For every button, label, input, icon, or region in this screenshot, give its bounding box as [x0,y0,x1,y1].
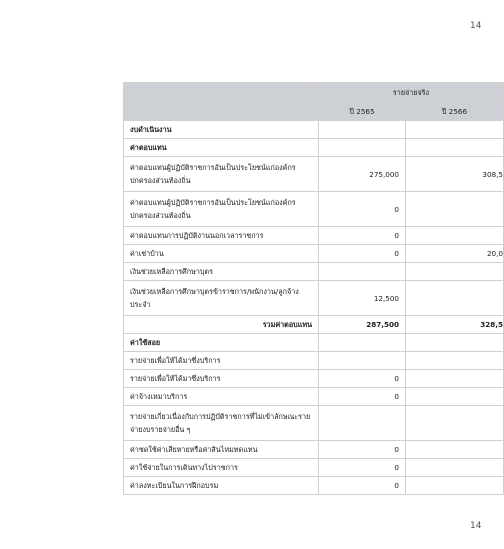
table-row [124,192,504,227]
row-value-2565: 275,000 [319,157,406,192]
row-value-2566 [406,459,504,477]
row-value-2566 [406,334,504,352]
row-value-2566 [406,406,504,441]
table-row [124,477,504,495]
row-value-2566 [406,477,504,495]
row-label: ค่าชดใช้ค่าเสียหายหรือค่าสินไหมทดแทน [124,441,319,459]
row-value-2566 [406,388,504,406]
row-value-2565: 0 [319,245,406,263]
header-blank-cell [124,83,319,121]
row-value-2565: 12,500 [319,281,406,316]
row-value-2565 [319,334,406,352]
row-label: ค่าใช้สอย [124,334,319,352]
row-value-2566 [406,227,504,245]
row-value-2565: 0 [319,388,406,406]
table-row [124,459,504,477]
budget-table [123,82,504,495]
header-actual-spending: รายจ่ายจริง [319,83,504,102]
table-row [124,121,504,139]
row-value-2565 [319,139,406,157]
row-label: ค่าลงทะเบียนในการฝึกอบรม [124,477,319,495]
table-row [124,245,504,263]
table-row [124,139,504,157]
row-value-2566 [406,121,504,139]
row-value-2566 [406,441,504,459]
page-number-bottom: 14 [470,521,482,531]
row-value-2566: 20,0 [406,245,504,263]
row-label: เงินช่วยเหลือการศึกษาบุตรข้าราชการ/พนักงาน/ลูกจ้างประจำ [124,281,319,316]
table-row-total [124,316,504,334]
header-row-group [124,83,504,102]
table-row [124,157,504,192]
row-label: รายจ่ายเพื่อให้ได้มาซึ่งบริการ [124,352,319,370]
page-number-top: 14 [470,21,482,31]
table-row [124,441,504,459]
row-value-2566 [406,370,504,388]
row-label: รายจ่ายเกี่ยวเนื่องกับการปฏิบัติราชการที่ไม่เข้าลักษณะรายจ่ายงบรายจ่ายอื่น ๆ [124,406,319,441]
row-label: ค่าตอบแทนผู้ปฏิบัติราชการอันเป็นประโยชน์แก่องค์กรปกครองส่วนท้องถิ่น [124,157,319,192]
row-value-2565: 0 [319,441,406,459]
row-value-2565 [319,121,406,139]
row-value-2566 [406,281,504,316]
row-label: เงินช่วยเหลือการศึกษาบุตร [124,263,319,281]
row-value-2565: 0 [319,192,406,227]
row-value-2565: 287,500 [319,316,406,334]
row-label: ค่าเช่าบ้าน [124,245,319,263]
table-row [124,263,504,281]
row-value-2565: 0 [319,370,406,388]
row-value-2565: 0 [319,477,406,495]
row-value-2566: 328,5 [406,316,504,334]
row-value-2566 [406,352,504,370]
header-year-2565: ปี 2565 [319,102,406,121]
row-label: ค่าตอบแทนผู้ปฏิบัติราชการอันเป็นประโยชน์แก่องค์กรปกครองส่วนท้องถิ่น [124,192,319,227]
row-value-2565 [319,263,406,281]
header-year-2566: ปี 2566 [406,102,504,121]
row-label: รวมค่าตอบแทน [124,316,319,334]
row-value-2565: 0 [319,227,406,245]
row-label: ค่าใช้จ่ายในการเดินทางไปราชการ [124,459,319,477]
row-value-2566 [406,192,504,227]
table-row [124,227,504,245]
table-row [124,406,504,441]
row-value-2565 [319,352,406,370]
row-label: ค่าตอบแทนการปฏิบัติงานนอกเวลาราชการ [124,227,319,245]
row-value-2566 [406,139,504,157]
row-value-2565: 0 [319,459,406,477]
table-row [124,334,504,352]
table-row [124,370,504,388]
row-label: รายจ่ายเพื่อให้ได้มาซึ่งบริการ [124,370,319,388]
row-label: ค่าจ้างเหมาบริการ [124,388,319,406]
row-label: ค่าตอบแทน [124,139,319,157]
table-row [124,388,504,406]
row-value-2565 [319,406,406,441]
row-value-2566 [406,263,504,281]
table-row [124,281,504,316]
row-value-2566: 308,5 [406,157,504,192]
row-label: งบดำเนินงาน [124,121,319,139]
table-row [124,352,504,370]
